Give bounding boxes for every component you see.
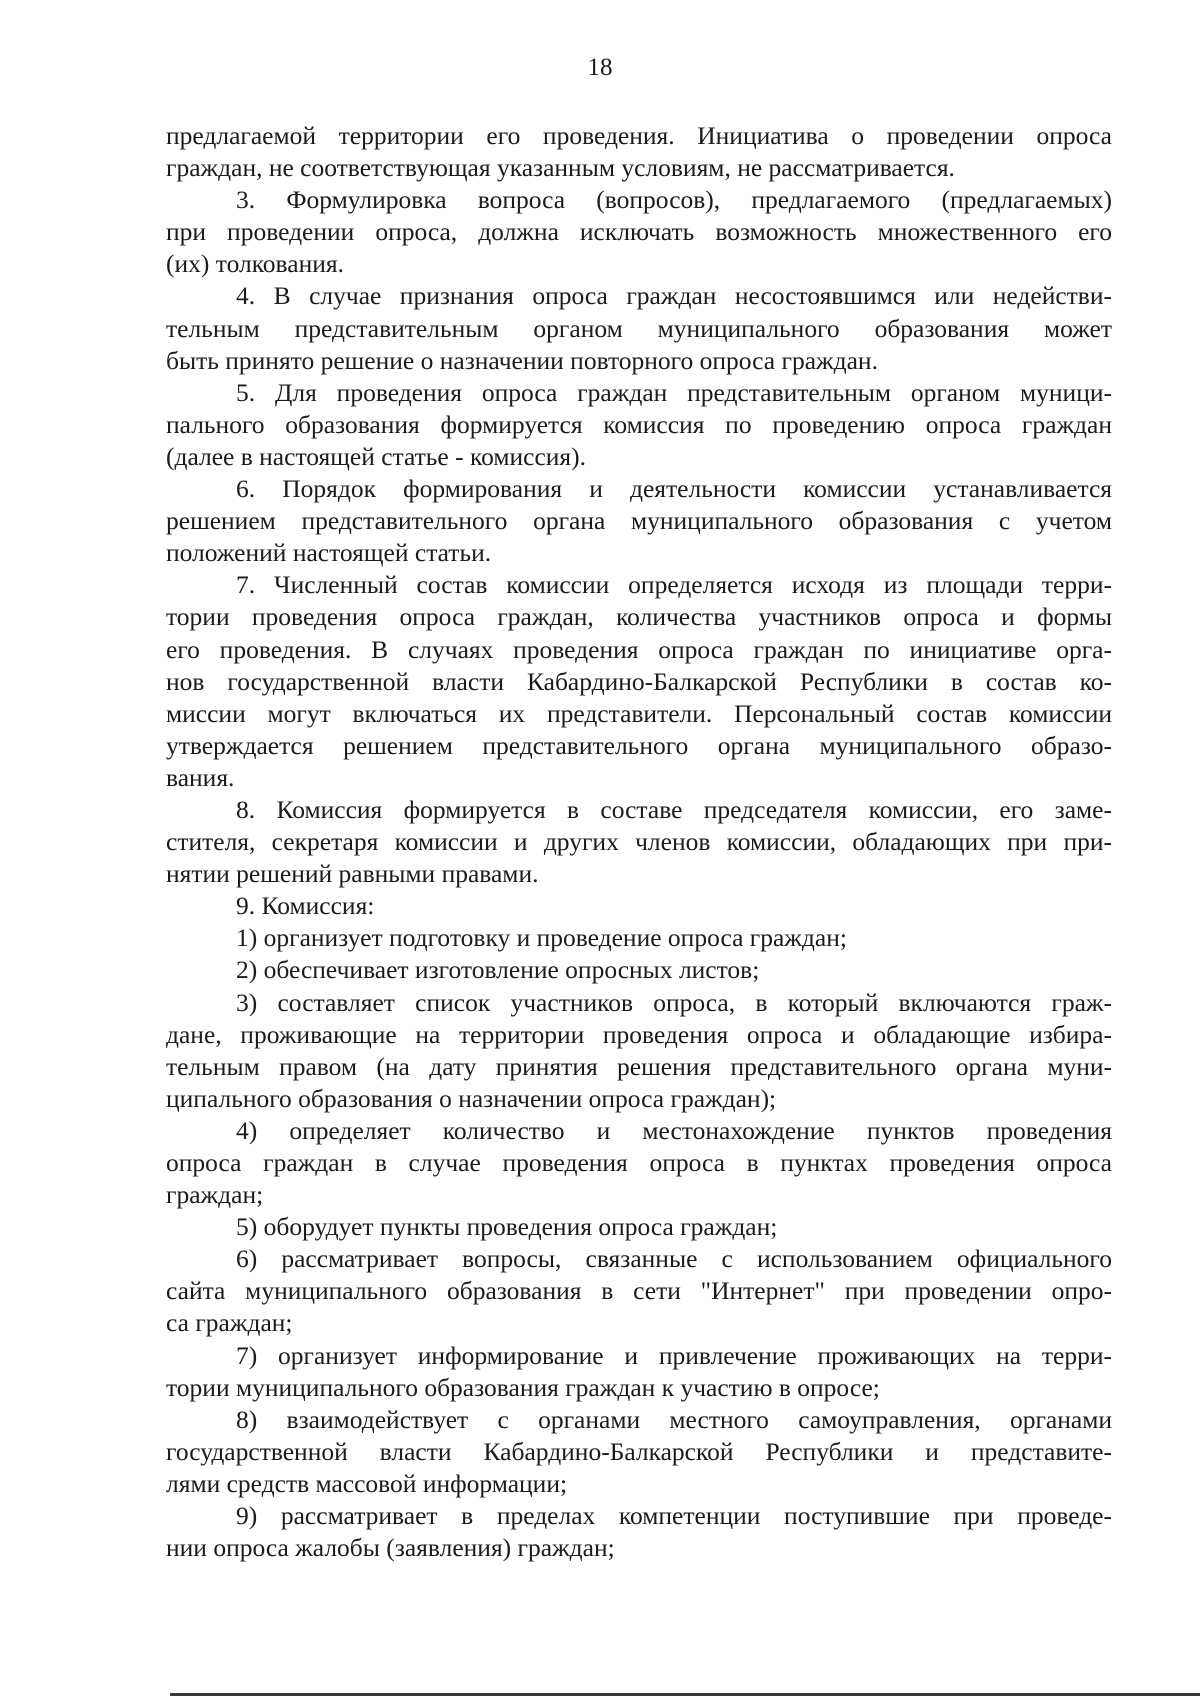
text-line: са граждан; (166, 1308, 293, 1338)
text-line: его проведения. В случаях проведения опроса граждан по инициативе орга- (166, 634, 1112, 664)
text-line: тории муниципального образования граждан к участию в опросе; (166, 1372, 880, 1402)
document-body (166, 120, 1112, 1564)
text-line: нятии решений равными правами. (166, 859, 539, 889)
text-line: 3. Формулировка вопроса (вопросов), предлагаемого (предлагаемых) (236, 185, 1112, 215)
text-line: сайта муниципального образования в сети "Интернет" при проведении опро- (166, 1276, 1112, 1306)
text-line: миссии могут включаться их представители. Персональный состав комиссии (166, 698, 1112, 728)
text-line: лями средств массовой информации; (166, 1468, 568, 1498)
text-line: государственной власти Кабардино-Балкарской Республики и представите- (166, 1436, 1112, 1466)
text-line: дане, проживающие на территории проведения опроса и обладающие избира- (166, 1019, 1112, 1049)
text-line: 1) организует подготовку и проведение опроса граждан; (236, 923, 847, 953)
text-line: 6) рассматривает вопросы, связанные с использованием официального (236, 1244, 1112, 1274)
text-line: 4) определяет количество и местонахождение пунктов проведения (236, 1115, 1112, 1145)
page-number: 18 (587, 54, 613, 81)
text-line: утверждается решением представительного органа муниципального образо- (166, 730, 1112, 760)
text-line: опроса граждан в случае проведения опроса в пунктах проведения опроса (166, 1148, 1112, 1177)
text-line: 6. Порядок формирования и деятельности комиссии устанавливается (236, 474, 1112, 504)
text-line: (далее в настоящей статье - комиссия). (166, 441, 587, 471)
text-line: тельным представительным органом муниципального образования может (166, 313, 1112, 343)
text-line: граждан; (166, 1180, 264, 1210)
text-line: тельным правом (на дату принятия решения представительного органа муни- (166, 1051, 1112, 1081)
text-line: ципального образования о назначении опроса граждан); (166, 1083, 777, 1113)
text-line: пального образования формируется комиссия по проведению опроса граждан (166, 409, 1112, 439)
text-line: граждан, не соответствующая указанным условиям, не рассматривается. (166, 153, 955, 183)
text-line: стителя, секретаря комиссии и других членов комиссии, обладающих при при- (166, 827, 1112, 857)
text-line: нов государственной власти Кабардино-Балкарской Республики в состав ко- (166, 666, 1112, 696)
text-line: 5. Для проведения опроса граждан представительным органом муници- (236, 377, 1112, 407)
text-line: нии опроса жалобы (заявления) граждан; (166, 1533, 615, 1563)
text-line: (их) толкования. (166, 249, 344, 279)
text-line: 3) составляет список участников опроса, в который включаются граж- (236, 987, 1112, 1017)
text-line: решением представительного органа муниципального образования с учетом (166, 506, 1112, 536)
text-line: тории проведения опроса граждан, количества участников опроса и формы (166, 602, 1112, 632)
text-line: 7) организует информирование и привлечение проживающих на терри- (236, 1340, 1112, 1370)
text-line: предлагаемой территории его проведения. Инициатива о проведении опроса (166, 121, 1112, 150)
text-line: 4. В случае признания опроса граждан несостоявшимся или недействи- (236, 281, 1112, 311)
text-line: положений настоящей статьи. (166, 538, 492, 568)
text-line: 5) оборудует пункты проведения опроса граждан; (236, 1212, 778, 1242)
text-line: 9. Комиссия: (236, 891, 375, 921)
text-line: 8. Комиссия формируется в составе председателя комиссии, его заме- (236, 794, 1112, 824)
text-line: 9) рассматривает в пределах компетенции поступившие при проведе- (236, 1501, 1112, 1531)
text-line: вания. (166, 762, 235, 792)
text-line: 7. Численный состав комиссии определяется исходя из площади терри- (236, 570, 1112, 600)
text-line: 2) обеспечивает изготовление опросных листов; (236, 955, 760, 985)
text-line: при проведении опроса, должна исключать возможность множественного его (166, 217, 1112, 247)
text-line: 8) взаимодействует с органами местного самоуправления, органами (236, 1404, 1112, 1434)
text-line: быть принято решение о назначении повторного опроса граждан. (166, 345, 878, 375)
